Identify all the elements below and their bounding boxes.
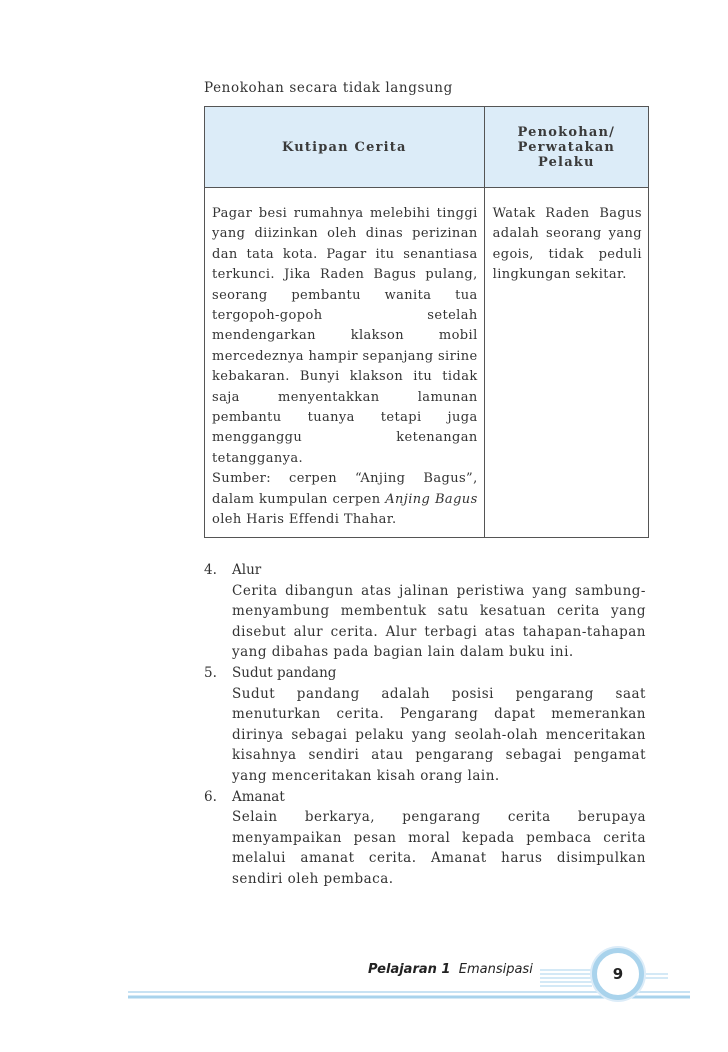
watak-line: lingkungan sekitar. [492,267,627,283]
watak-cell [484,188,648,538]
quote-line: saja menyentakkan lamunan [212,389,478,405]
list-item-amanat [204,787,646,890]
item-number: 5. [204,664,217,681]
item-title: Sudut pandang [232,664,337,681]
source-line-3: oleh Haris Effendi Thahar. [212,512,397,528]
quote-cell [205,188,485,538]
source-prefix: dalam kumpulan cerpen [212,491,386,507]
page-footer [0,940,728,1020]
item-number: 6. [204,788,217,805]
item-title: Alur [232,562,262,578]
item-body: Selain berkarya, pengarang cerita berupaya menyampaikan pesan moral kepada pembaca cerita melalui amanat cerita. Amanat harus disimpulkan sendiri oleh pembaca. [232,809,646,887]
quote-line: mendengarkan klakson mobil [212,328,478,344]
lesson-title: Emansipasi [458,962,533,977]
quote-line: tergopoh-gopoh setelah [212,308,478,324]
item-body: Sudut pandang adalah posisi pengarang saat menuturkan cerita. Pengarang dapat memerankan dirinya sebagai pelaku yang seolah-olah menceritakan kisahnya sendiri atau pengarang sebagai pengamat yang menceritakan kisah orang lain. [232,685,646,784]
quote-line: kebakaran. Bunyi klakson itu tidak [212,369,478,385]
intro-text: Penokohan secara tidak langsung [204,80,453,96]
quote-line: Pagar besi rumahnya melebihi tinggi [212,206,478,221]
quote-line: seorang pembantu wanita tua [212,287,478,303]
source-book-title: Anjing Bagus [385,491,478,507]
page-number-badge [592,948,644,1000]
source-line-1: Sumber: cerpen “Anjing Bagus”, [212,471,478,487]
lesson-label: Pelajaran 1 [368,962,451,977]
item-title: Amanat [232,788,285,805]
list-item-alur [204,560,646,663]
header-penokohan-line1: Penokohan/ [517,124,616,140]
quote-line: tetangganya. [212,450,304,466]
quote-line: terkunci. Jika Raden Bagus pulang, [212,267,478,283]
item-number: 4. [204,562,217,578]
item-body: Cerita dibangun atas jalinan peristiwa yang sambung-menyambung membentuk satu kesatuan cerita yang disebut alur cerita. Alur terbagi atas tahapan-tahapan yang dibahas pada bagian lain dalam buku ini. [232,582,646,661]
source-line-2 [212,490,478,510]
watak-line: adalah seorang yang [492,226,642,242]
kutipan-table [204,106,649,538]
quote-line: yang diizinkan oleh dinas perizinan [212,226,478,242]
header-penokohan-line2: Perwatakan Pelaku [517,139,616,170]
watak-line: Watak Raden Bagus [492,206,642,221]
header-kutipan: Kutipan Cerita [205,107,485,188]
element-list [204,560,646,890]
list-item-sudut-pandang [204,663,646,787]
footer-lesson [368,962,533,977]
quote-line: mengganggu ketenangan [212,430,478,446]
quote-line: pembantu tuanya tetapi juga [212,410,478,426]
quote-line: dan tata kota. Pagar itu senantiasa [212,246,478,262]
quote-line: mercedeznya hampir sepanjang sirine [212,348,478,364]
header-penokohan [484,107,648,188]
watak-line: egois, tidak peduli [492,246,642,262]
page-number: 9 [612,965,624,983]
